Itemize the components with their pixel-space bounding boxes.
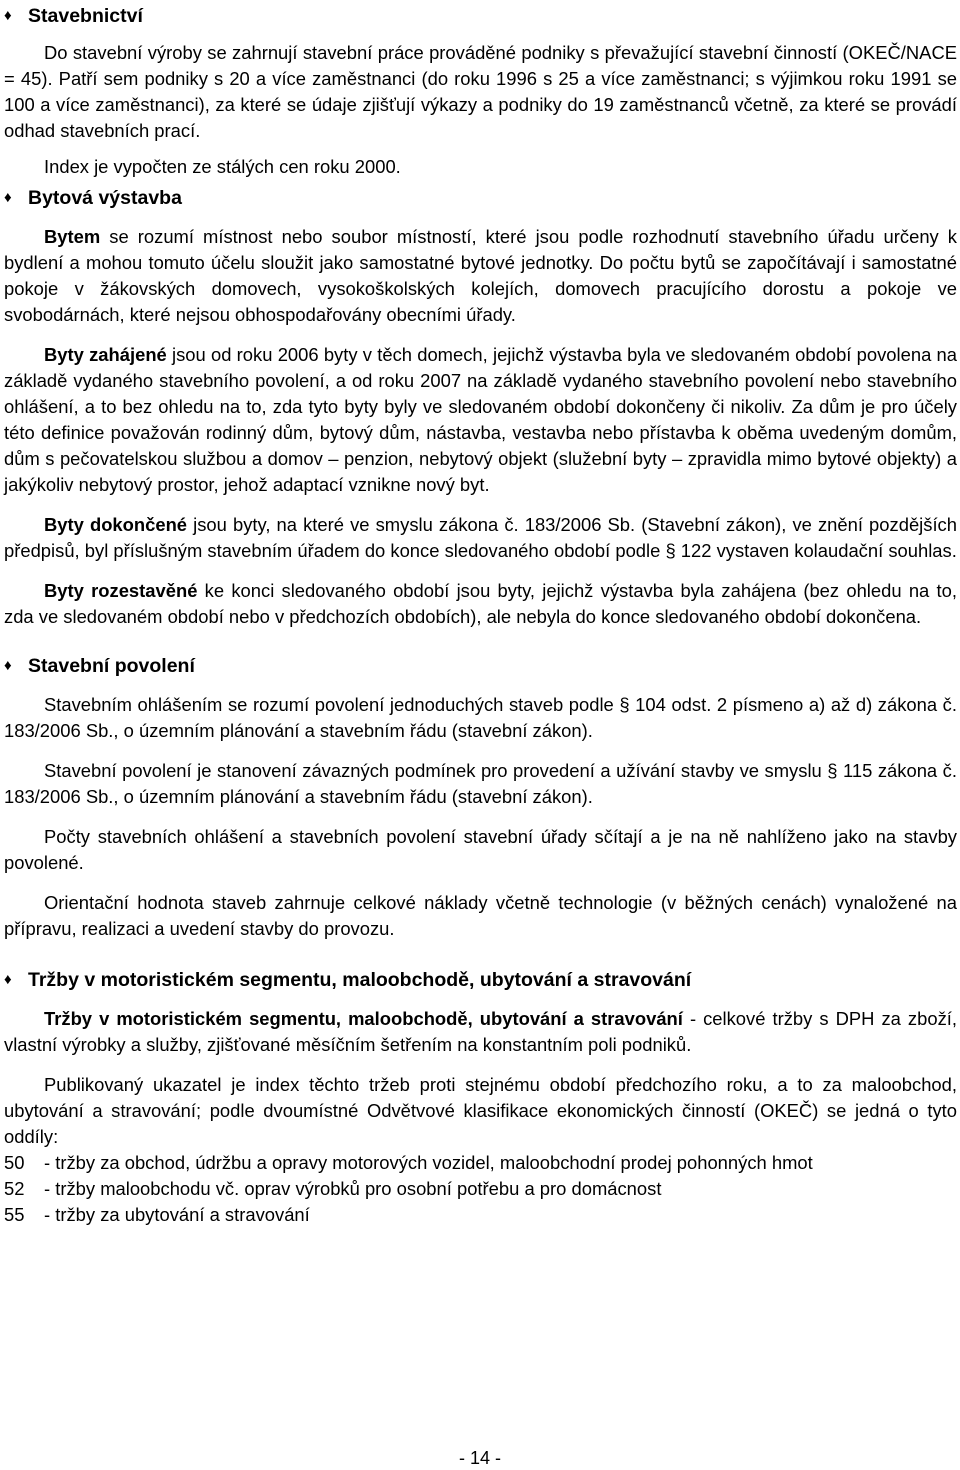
list-item-text: - tržby maloobchodu vč. oprav výrobků pro osobní potřebu a pro domácnost — [44, 1178, 662, 1199]
diamond-bullet-icon: ♦ — [4, 971, 12, 988]
list-item-number: 52 — [4, 1178, 25, 1199]
paragraph: Do stavební výroby se zahrnují stavební práce prováděné podniky s převažující stavební činností (OKEČ/NACE = 45). Patří sem podniky s 20 a více zaměstnanci (do roku 1996 s 25 a více zaměstnanci; s výjimkou roku 1991 se 100 a více zaměstnanci), za které se údaje zjišťují výkazy a podniky do 19 zaměstnanců včetně, za které se provádí odhad stavebních prací. — [4, 42, 957, 141]
section-title: Stavebnictví — [28, 5, 143, 27]
paragraph: Počty stavebních ohlášení a stavebních povolení stavební úřady sčítají a je na ně nahlíženo jako na stavby povolené. — [4, 826, 957, 873]
paragraph-text: ke konci sledovaného období jsou byty, jejichž výstavba byla zahájena (bez ohledu na to, zda ve sledovaném období nebo v předchozích obdobích), ale nebyla do konce sledovaného období dokončena. — [4, 580, 957, 627]
paragraph — [4, 512, 957, 564]
page-number: - 14 - — [458, 1448, 501, 1468]
paragraph: Index je vypočten ze stálých cen roku 2000. — [44, 156, 401, 177]
paragraph-text: jsou byty, na které ve smyslu zákona č. 183/2006 Sb. (Stavební zákon), ve znění pozdějších předpisů, byl příslušným stavebním úřadem do konce sledovaného období podle § 122 vystaven kolaudační souhlas. — [4, 514, 957, 561]
paragraph: Stavební povolení je stanovení závazných podmínek pro provedení a užívání stavby ve smyslu § 115 zákona č. 183/2006 Sb., o územním plánování a stavebním řádu (stavební zákon). — [4, 760, 957, 807]
section-title: Tržby v motoristickém segmentu, maloobchodě, ubytování a stravování — [28, 969, 692, 991]
list-item-number: 50 — [4, 1152, 25, 1173]
term-bold: Tržby v motoristickém segmentu, maloobchodě, ubytování a stravování — [44, 1008, 683, 1029]
paragraph-text: jsou od roku 2006 byty v těch domech, jejichž výstavba byla ve sledovaném období povolena na základě vydaného stavebního povolení, a od roku 2007 na základě vydaného stavebního povolení nebo stavebního ohlášení, a to bez ohledu na to, zda tyto byty byly ve sledovaném období dokončeny či nikoliv. Za dům je pro účely této definice považován rodinný dům, bytový dům, nástavba, vestavba nebo přístavba k oběma uvedeným domům, dům s pečovatelskou službou a domov – penzion, nebytový objekt (služební byty – zpravidla mimo bytové objekty) a jakýkoliv nebytový prostor, jehož adaptací vznikne nový byt. — [4, 344, 957, 495]
paragraph: Stavebním ohlášením se rozumí povolení jednoduchých staveb podle § 104 odst. 2 písmeno a) až d) zákona č. 183/2006 Sb., o územním plánování a stavebním řádu (stavební zákon). — [4, 694, 957, 741]
section-title: Bytová výstavba — [28, 187, 182, 209]
paragraph-text: se rozumí místnost nebo soubor místností, které jsou podle rozhodnutí stavebního úřadu určeny k bydlení a mohou tomuto účelu sloužit jako samostatné bytové jednotky. Do počtu bytů se započítávají i samostatné pokoje v žákovských domovech, vysokoškolských kolejích, domovech pracujícího dorostu a pokoje ve svobodárnách, které nejsou obhospodařovány obecními úřady. — [4, 226, 957, 325]
paragraph: Publikovaný ukazatel je index těchto tržeb proti stejnému období předchozího roku, a to za maloobchod, ubytování a stravování; podle dvoumístné Odvětvové klasifikace ekonomických činností (OKEČ) se jedná o tyto oddíly: — [4, 1074, 957, 1147]
diamond-bullet-icon: ♦ — [4, 189, 12, 206]
paragraph: Orientační hodnota staveb zahrnuje celkové náklady včetně technologie (v běžných cenách) vynaložené na přípravu, realizaci a uvedení stavby do provozu. — [4, 892, 957, 939]
paragraph — [4, 1006, 957, 1058]
section-heading-trzby — [4, 964, 957, 996]
paragraph — [4, 224, 957, 328]
term-bold: Byty zahájené — [44, 344, 167, 365]
diamond-bullet-icon: ♦ — [4, 7, 12, 24]
list-item — [4, 1150, 957, 1176]
list-item-number: 55 — [4, 1204, 25, 1225]
list-item-text: - tržby za ubytování a stravování — [44, 1204, 310, 1225]
section-heading-bytova-vystavba — [4, 182, 957, 214]
term-bold: Byty rozestavěné — [44, 580, 198, 601]
section-title: Stavební povolení — [28, 655, 195, 677]
paragraph — [4, 578, 957, 630]
diamond-bullet-icon: ♦ — [4, 657, 12, 674]
term-bold: Byty dokončené — [44, 514, 188, 535]
list-item — [4, 1176, 957, 1202]
list-item-text: - tržby za obchod, údržbu a opravy motorových vozidel, maloobchodní prodej pohonných hmot — [44, 1152, 813, 1173]
paragraph-text: - celkové tržby s DPH za zboží, vlastní výrobky a služby, zjišťované měsíčním šetřením na konstantním poli podniků. — [4, 1008, 957, 1055]
section-heading-stavebni-povoleni — [4, 650, 957, 682]
term-bold: Bytem — [44, 226, 101, 247]
paragraph — [4, 342, 957, 498]
section-heading-stavebnictvi — [4, 0, 957, 32]
list-item — [4, 1202, 957, 1228]
